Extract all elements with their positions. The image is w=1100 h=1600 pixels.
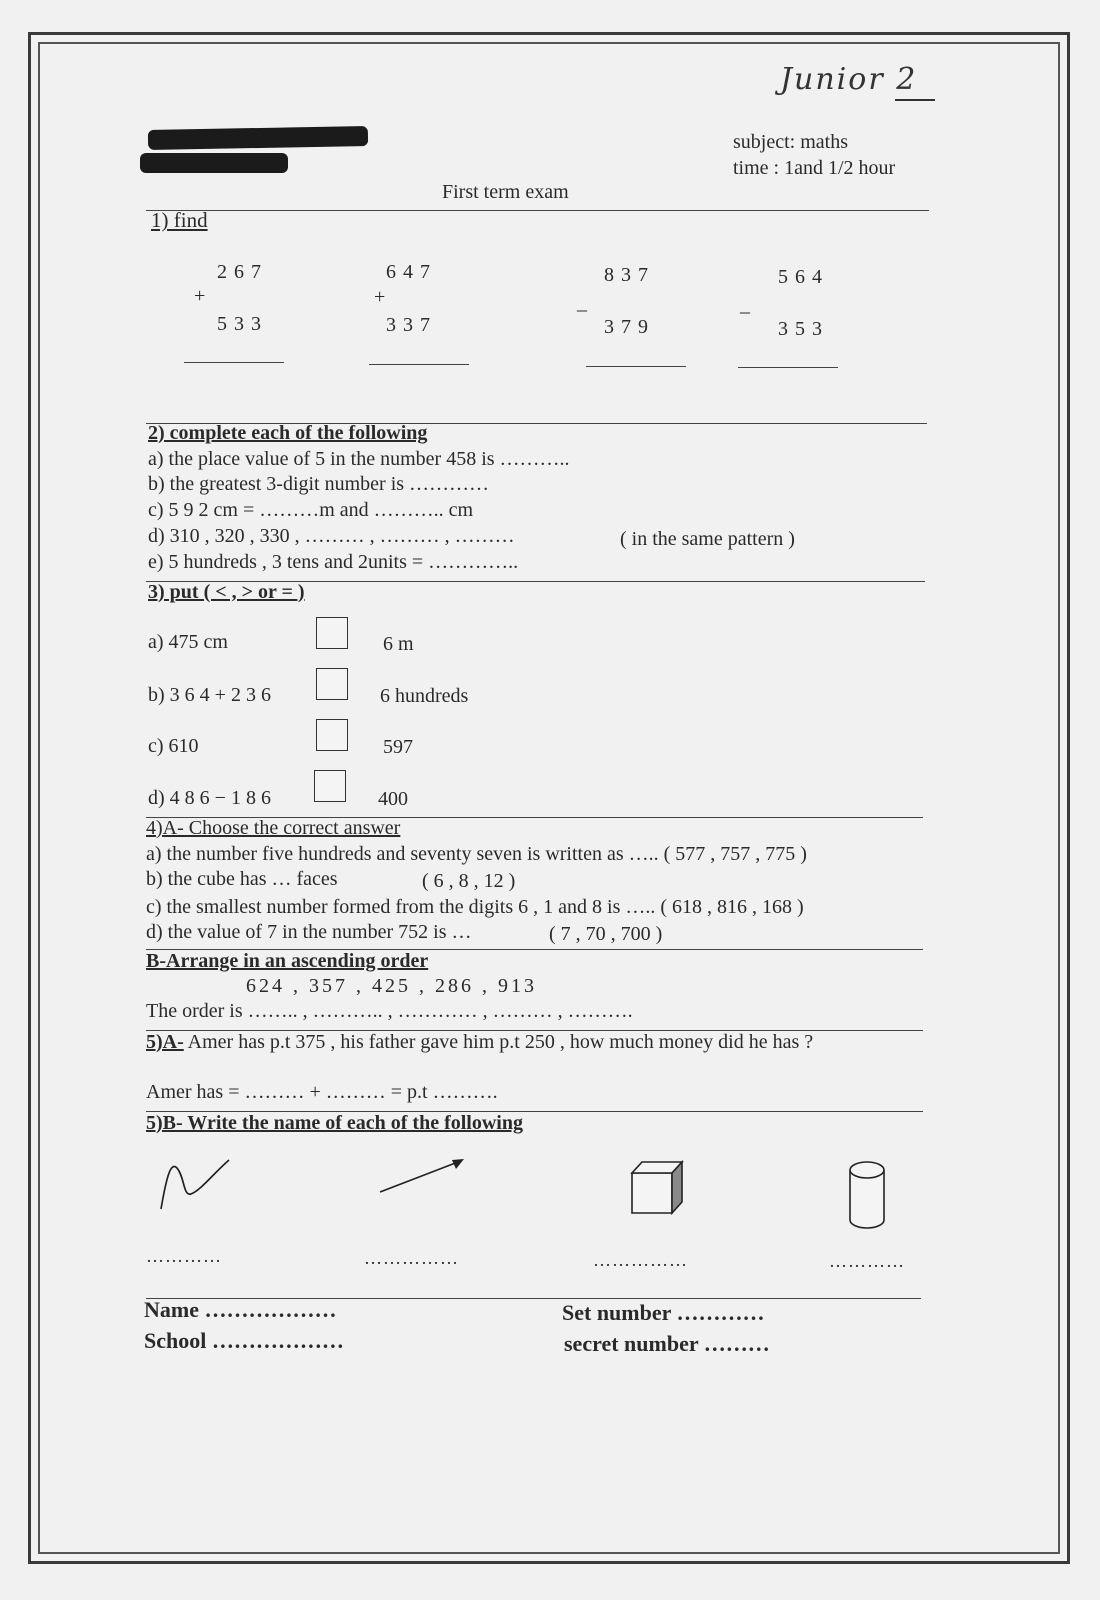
q2-item-a: a) the place value of 5 in the number 458 is ……….. bbox=[148, 448, 570, 470]
q3-title: 3) put ( < , > or = ) bbox=[148, 581, 305, 603]
q1-p1-top: 267 bbox=[217, 261, 268, 283]
q1-p4-top: 564 bbox=[778, 266, 829, 288]
q5b-blank-ray: …………… bbox=[364, 1248, 459, 1268]
handwritten-class-label: Junior 2 bbox=[780, 62, 918, 97]
ray-shape bbox=[375, 1152, 470, 1198]
q4a-item-d: d) the value of 7 in the number 752 is … bbox=[146, 921, 472, 943]
q4a-title: 4)A- Choose the correct answer bbox=[146, 817, 401, 839]
q1-p3-bottom: 379 bbox=[604, 316, 655, 338]
redacted-school-name bbox=[148, 126, 368, 150]
q3-row-b-answer-box[interactable] bbox=[316, 668, 348, 700]
curve-shape bbox=[155, 1152, 237, 1216]
q1-p4-bottom: 353 bbox=[778, 318, 829, 340]
q1-p3-operator: _ bbox=[577, 292, 587, 314]
footer-secret-number-field: secret number ……… bbox=[564, 1331, 770, 1356]
time-label: time : 1and 1/2 hour bbox=[733, 157, 896, 179]
q1-p3-top: 837 bbox=[604, 264, 655, 286]
q2-item-b: b) the greatest 3-digit number is ………… bbox=[148, 473, 490, 495]
q3-row-c-answer-box[interactable] bbox=[316, 719, 348, 751]
q2-item-e: e) 5 hundreds , 3 tens and 2units = ………….. bbox=[148, 551, 519, 573]
q5b-blank-cylinder: ………… bbox=[829, 1251, 905, 1271]
q3-row-b-left: b) 3 6 4 + 2 3 6 bbox=[148, 684, 271, 706]
q4a-item-a: a) the number five hundreds and seventy seven is written as ….. ( 577 , 757 , 775 ) bbox=[146, 843, 807, 865]
q2-item-c: c) 5 9 2 cm = ………m and ……….. cm bbox=[148, 499, 474, 521]
footer-school-field: School ……………… bbox=[144, 1328, 344, 1353]
redacted-school-subtitle bbox=[140, 153, 288, 173]
q3-row-c-left: c) 610 bbox=[148, 735, 199, 757]
q3-row-d-answer-box[interactable] bbox=[314, 770, 346, 802]
q4b-order-line: The order is …….. , ……….. , ………… , ……… , ………. bbox=[146, 1000, 633, 1022]
divider-header bbox=[146, 210, 929, 211]
q3-row-b-right: 6 hundreds bbox=[380, 685, 469, 707]
q3-row-a-right: 6 m bbox=[383, 633, 414, 655]
q4a-item-b: b) the cube has … faces bbox=[146, 868, 338, 890]
q5b-title: 5)B- Write the name of each of the following bbox=[146, 1112, 523, 1134]
q5b-blank-cube: …………… bbox=[593, 1250, 688, 1270]
footer-name-field: Name ……………… bbox=[144, 1297, 337, 1322]
cylinder-shape bbox=[846, 1158, 888, 1234]
cube-shape bbox=[628, 1157, 688, 1217]
q5a-answer-line: Amer has = ……… + ……… = p.t ………. bbox=[146, 1081, 498, 1103]
footer-set-number-field: Set number ………… bbox=[562, 1300, 765, 1325]
q3-row-d-right: 400 bbox=[378, 788, 408, 810]
q3-row-c-right: 597 bbox=[383, 736, 413, 758]
q5a-question-row bbox=[146, 1031, 813, 1054]
q1-p1-operator: + bbox=[194, 285, 206, 307]
handwritten-underline bbox=[895, 99, 935, 101]
q3-row-a-left: a) 475 cm bbox=[148, 631, 228, 653]
q1-p1-bottom: 533 bbox=[217, 313, 268, 335]
q1-p3-answer-line bbox=[586, 366, 686, 367]
q1-p2-top: 647 bbox=[386, 261, 437, 283]
q1-p4-operator: _ bbox=[740, 294, 750, 316]
q3-row-d-left: d) 4 8 6 − 1 8 6 bbox=[148, 787, 271, 809]
q1-p2-operator: + bbox=[374, 286, 386, 308]
q4b-numbers: 624 , 357 , 425 , 286 , 913 bbox=[246, 975, 537, 997]
q5a-question: Amer has p.t 375 , his father gave him p.t 250 , how much money did he has ? bbox=[187, 1031, 814, 1053]
exam-title: First term exam bbox=[442, 181, 569, 203]
q1-p2-bottom: 337 bbox=[386, 314, 437, 336]
q2-pattern-note: ( in the same pattern ) bbox=[620, 528, 795, 550]
q1-p2-answer-line bbox=[369, 364, 469, 365]
q4a-item-b-choices: ( 6 , 8 , 12 ) bbox=[422, 870, 516, 892]
q1-p4-answer-line bbox=[738, 367, 838, 368]
q2-title: 2) complete each of the following bbox=[148, 422, 428, 444]
q5b-blank-curve: ………… bbox=[146, 1246, 222, 1266]
q5a-label: 5)A- bbox=[146, 1031, 184, 1053]
subject-label: subject: maths bbox=[733, 131, 848, 153]
q4a-item-d-choices: ( 7 , 70 , 700 ) bbox=[549, 923, 663, 945]
q4a-item-c: c) the smallest number formed from the digits 6 , 1 and 8 is ….. ( 618 , 816 , 168 ) bbox=[146, 896, 804, 918]
q3-row-a-answer-box[interactable] bbox=[316, 617, 348, 649]
q1-p1-answer-line bbox=[184, 362, 284, 363]
q1-title: 1) find bbox=[151, 208, 208, 232]
q4b-title: B-Arrange in an ascending order bbox=[146, 950, 429, 972]
q2-item-d: d) 310 , 320 , 330 , ……… , ……… , ……… bbox=[148, 525, 515, 547]
